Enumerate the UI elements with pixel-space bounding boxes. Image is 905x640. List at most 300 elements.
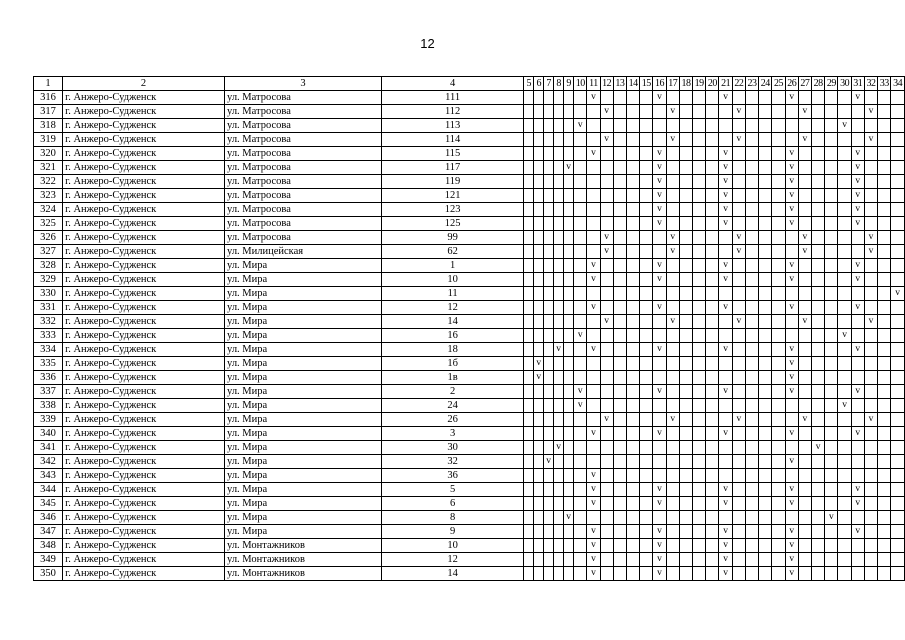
mark-cell — [719, 357, 732, 371]
mark-cell — [798, 189, 811, 203]
mark-cell — [679, 329, 692, 343]
mark-cell — [524, 301, 534, 315]
mark-cell — [825, 133, 838, 147]
mark-cell — [679, 371, 692, 385]
mark-cell — [544, 525, 554, 539]
mark-cell — [772, 287, 785, 301]
mark-cell — [534, 511, 544, 525]
row-number: 332 — [34, 315, 63, 329]
mark-cell — [613, 217, 626, 231]
mark-v: v — [719, 427, 732, 441]
mark-cell — [574, 273, 587, 287]
mark-cell — [706, 119, 719, 133]
mark-v: v — [851, 175, 864, 189]
mark-v: v — [544, 455, 554, 469]
mark-cell — [825, 553, 838, 567]
mark-cell — [554, 147, 564, 161]
mark-cell — [554, 385, 564, 399]
mark-cell — [587, 441, 600, 455]
mark-v: v — [653, 497, 666, 511]
mark-cell — [524, 399, 534, 413]
mark-cell — [693, 133, 706, 147]
mark-cell — [812, 119, 825, 133]
mark-cell — [600, 91, 613, 105]
mark-cell — [745, 175, 758, 189]
mark-cell — [878, 245, 891, 259]
street-cell: ул. Мира — [225, 371, 382, 385]
mark-cell — [706, 371, 719, 385]
mark-cell — [564, 329, 574, 343]
mark-cell — [772, 315, 785, 329]
mark-cell — [812, 217, 825, 231]
mark-cell — [534, 553, 544, 567]
mark-cell — [798, 399, 811, 413]
mark-cell — [524, 427, 534, 441]
mark-cell — [745, 469, 758, 483]
mark-cell — [838, 511, 851, 525]
mark-cell — [564, 119, 574, 133]
mark-cell — [851, 413, 864, 427]
mark-cell — [613, 231, 626, 245]
table-row — [34, 399, 905, 413]
mark-cell — [745, 315, 758, 329]
mark-cell — [600, 203, 613, 217]
mark-cell — [613, 91, 626, 105]
mark-cell — [891, 203, 905, 217]
mark-cell — [544, 427, 554, 441]
mark-cell — [812, 525, 825, 539]
house-cell: 1 — [382, 259, 524, 273]
street-cell: ул. Матросова — [225, 175, 382, 189]
mark-v: v — [600, 133, 613, 147]
mark-cell — [878, 217, 891, 231]
mark-cell — [666, 217, 679, 231]
mark-cell — [554, 399, 564, 413]
mark-cell — [544, 413, 554, 427]
mark-cell — [851, 441, 864, 455]
mark-v: v — [719, 147, 732, 161]
mark-cell — [534, 203, 544, 217]
city-cell: г. Анжеро-Судженск — [63, 427, 225, 441]
mark-cell — [534, 329, 544, 343]
mark-v: v — [785, 161, 798, 175]
mark-cell — [564, 371, 574, 385]
mark-cell — [732, 511, 745, 525]
house-cell: 14 — [382, 315, 524, 329]
house-cell: 12 — [382, 301, 524, 315]
house-cell: 11 — [382, 287, 524, 301]
house-cell: 10 — [382, 539, 524, 553]
mark-cell — [812, 329, 825, 343]
row-number: 340 — [34, 427, 63, 441]
mark-cell — [772, 301, 785, 315]
mark-cell — [679, 245, 692, 259]
mark-cell — [666, 483, 679, 497]
mark-cell — [851, 119, 864, 133]
table-row — [34, 133, 905, 147]
mark-cell — [706, 441, 719, 455]
column-header: 33 — [878, 77, 891, 91]
table-row — [34, 329, 905, 343]
row-number: 344 — [34, 483, 63, 497]
mark-cell — [626, 385, 639, 399]
mark-cell — [878, 469, 891, 483]
mark-cell — [574, 511, 587, 525]
mark-cell — [878, 539, 891, 553]
mark-cell — [864, 483, 877, 497]
row-number: 339 — [34, 413, 63, 427]
mark-cell — [534, 497, 544, 511]
mark-cell — [613, 133, 626, 147]
mark-v: v — [719, 203, 732, 217]
mark-v: v — [851, 203, 864, 217]
mark-cell — [544, 287, 554, 301]
mark-cell — [600, 301, 613, 315]
mark-cell — [693, 525, 706, 539]
house-cell: 114 — [382, 133, 524, 147]
street-cell: ул. Милицейская — [225, 245, 382, 259]
mark-v: v — [732, 231, 745, 245]
mark-cell — [574, 413, 587, 427]
table-row — [34, 483, 905, 497]
mark-cell — [640, 245, 653, 259]
mark-cell — [524, 413, 534, 427]
mark-cell — [679, 483, 692, 497]
mark-cell — [564, 259, 574, 273]
mark-cell — [564, 315, 574, 329]
mark-cell — [666, 567, 679, 581]
mark-cell — [864, 175, 877, 189]
mark-v: v — [587, 301, 600, 315]
mark-cell — [640, 483, 653, 497]
mark-cell — [679, 567, 692, 581]
mark-cell — [666, 511, 679, 525]
mark-cell — [679, 385, 692, 399]
house-cell: 119 — [382, 175, 524, 189]
mark-cell — [759, 455, 772, 469]
mark-cell — [759, 427, 772, 441]
mark-cell — [626, 483, 639, 497]
mark-cell — [825, 567, 838, 581]
table-row — [34, 497, 905, 511]
mark-v: v — [798, 133, 811, 147]
mark-cell — [706, 525, 719, 539]
house-cell: 5 — [382, 483, 524, 497]
mark-cell — [798, 91, 811, 105]
mark-cell — [798, 259, 811, 273]
table-row — [34, 343, 905, 357]
mark-cell — [878, 161, 891, 175]
mark-cell — [812, 539, 825, 553]
city-cell: г. Анжеро-Судженск — [63, 525, 225, 539]
mark-cell — [574, 105, 587, 119]
mark-cell — [891, 539, 905, 553]
mark-cell — [772, 427, 785, 441]
mark-cell — [544, 259, 554, 273]
mark-cell — [534, 525, 544, 539]
mark-cell — [534, 343, 544, 357]
city-cell: г. Анжеро-Судженск — [63, 399, 225, 413]
mark-cell — [706, 287, 719, 301]
mark-cell — [554, 133, 564, 147]
mark-cell — [613, 539, 626, 553]
mark-cell — [785, 245, 798, 259]
mark-cell — [706, 147, 719, 161]
table-row — [34, 567, 905, 581]
mark-cell — [838, 231, 851, 245]
mark-cell — [666, 399, 679, 413]
mark-cell — [891, 385, 905, 399]
mark-cell — [600, 119, 613, 133]
mark-cell — [564, 567, 574, 581]
mark-cell — [554, 161, 564, 175]
mark-cell — [554, 189, 564, 203]
row-number: 342 — [34, 455, 63, 469]
mark-cell — [574, 133, 587, 147]
mark-cell — [732, 539, 745, 553]
mark-cell — [679, 175, 692, 189]
mark-cell — [864, 161, 877, 175]
mark-cell — [693, 357, 706, 371]
mark-v: v — [785, 427, 798, 441]
mark-cell — [587, 119, 600, 133]
column-header: 28 — [812, 77, 825, 91]
house-cell: 62 — [382, 245, 524, 259]
mark-cell — [554, 203, 564, 217]
mark-v: v — [864, 133, 877, 147]
mark-cell — [878, 385, 891, 399]
mark-v: v — [732, 413, 745, 427]
mark-cell — [851, 231, 864, 245]
house-cell: 99 — [382, 231, 524, 245]
mark-cell — [564, 147, 574, 161]
column-header: 10 — [574, 77, 587, 91]
city-cell: г. Анжеро-Судженск — [63, 357, 225, 371]
mark-cell — [838, 483, 851, 497]
mark-cell — [864, 371, 877, 385]
mark-cell — [534, 315, 544, 329]
mark-cell — [679, 231, 692, 245]
mark-cell — [666, 469, 679, 483]
mark-cell — [679, 147, 692, 161]
mark-cell — [640, 441, 653, 455]
table-row — [34, 245, 905, 259]
mark-cell — [613, 455, 626, 469]
mark-v: v — [653, 343, 666, 357]
mark-cell — [600, 441, 613, 455]
mark-cell — [825, 301, 838, 315]
mark-cell — [825, 455, 838, 469]
mark-cell — [745, 427, 758, 441]
column-header: 8 — [554, 77, 564, 91]
mark-cell — [640, 371, 653, 385]
mark-v: v — [653, 539, 666, 553]
mark-cell — [666, 119, 679, 133]
mark-cell — [524, 189, 534, 203]
house-cell: 9 — [382, 525, 524, 539]
mark-cell — [693, 231, 706, 245]
mark-cell — [798, 483, 811, 497]
mark-cell — [600, 259, 613, 273]
mark-cell — [640, 231, 653, 245]
mark-cell — [554, 413, 564, 427]
mark-cell — [732, 455, 745, 469]
mark-cell — [759, 469, 772, 483]
mark-v: v — [719, 273, 732, 287]
mark-cell — [534, 147, 544, 161]
mark-cell — [640, 427, 653, 441]
mark-cell — [891, 553, 905, 567]
mark-cell — [679, 315, 692, 329]
mark-cell — [613, 119, 626, 133]
mark-cell — [574, 91, 587, 105]
mark-cell — [524, 455, 534, 469]
mark-cell — [732, 217, 745, 231]
mark-cell — [653, 469, 666, 483]
mark-cell — [825, 273, 838, 287]
house-cell: 36 — [382, 469, 524, 483]
mark-cell — [864, 357, 877, 371]
mark-cell — [785, 315, 798, 329]
mark-cell — [891, 315, 905, 329]
mark-cell — [878, 525, 891, 539]
mark-cell — [745, 357, 758, 371]
mark-cell — [693, 329, 706, 343]
mark-cell — [524, 161, 534, 175]
mark-cell — [706, 189, 719, 203]
mark-cell — [640, 567, 653, 581]
mark-cell — [693, 483, 706, 497]
mark-cell — [798, 161, 811, 175]
mark-cell — [706, 105, 719, 119]
mark-cell — [613, 259, 626, 273]
city-cell: г. Анжеро-Судженск — [63, 385, 225, 399]
mark-cell — [554, 231, 564, 245]
mark-cell — [613, 189, 626, 203]
mark-cell — [666, 385, 679, 399]
mark-cell — [812, 469, 825, 483]
mark-cell — [772, 357, 785, 371]
mark-cell — [745, 105, 758, 119]
mark-cell — [574, 539, 587, 553]
mark-cell — [732, 357, 745, 371]
mark-cell — [564, 455, 574, 469]
mark-v: v — [666, 315, 679, 329]
mark-cell — [798, 427, 811, 441]
mark-cell — [626, 259, 639, 273]
mark-cell — [524, 483, 534, 497]
mark-cell — [640, 469, 653, 483]
house-cell: 16 — [382, 329, 524, 343]
mark-cell — [851, 315, 864, 329]
mark-cell — [679, 511, 692, 525]
mark-cell — [524, 203, 534, 217]
mark-v: v — [864, 231, 877, 245]
mark-v: v — [653, 301, 666, 315]
mark-cell — [574, 483, 587, 497]
mark-cell — [574, 469, 587, 483]
mark-cell — [693, 287, 706, 301]
mark-v: v — [653, 147, 666, 161]
mark-cell — [679, 203, 692, 217]
mark-cell — [640, 161, 653, 175]
mark-cell — [693, 273, 706, 287]
mark-v: v — [653, 567, 666, 581]
mark-cell — [693, 427, 706, 441]
table-row — [34, 455, 905, 469]
mark-cell — [587, 231, 600, 245]
table-row — [34, 469, 905, 483]
mark-cell — [812, 511, 825, 525]
mark-cell — [544, 133, 554, 147]
mark-cell — [666, 273, 679, 287]
mark-cell — [851, 357, 864, 371]
mark-v: v — [785, 175, 798, 189]
mark-cell — [891, 189, 905, 203]
mark-cell — [679, 427, 692, 441]
house-cell: 1в — [382, 371, 524, 385]
city-cell: г. Анжеро-Судженск — [63, 161, 225, 175]
row-number: 341 — [34, 441, 63, 455]
city-cell: г. Анжеро-Судженск — [63, 329, 225, 343]
mark-cell — [544, 245, 554, 259]
mark-v: v — [653, 189, 666, 203]
mark-cell — [878, 371, 891, 385]
mark-cell — [564, 399, 574, 413]
mark-cell — [587, 385, 600, 399]
mark-cell — [745, 189, 758, 203]
mark-cell — [759, 259, 772, 273]
mark-cell — [574, 427, 587, 441]
mark-cell — [745, 133, 758, 147]
column-header: 19 — [693, 77, 706, 91]
mark-cell — [666, 203, 679, 217]
mark-cell — [554, 245, 564, 259]
mark-v: v — [785, 525, 798, 539]
mark-cell — [825, 525, 838, 539]
mark-v: v — [600, 245, 613, 259]
street-cell: ул. Мира — [225, 511, 382, 525]
mark-cell — [613, 427, 626, 441]
mark-cell — [759, 483, 772, 497]
mark-cell — [772, 259, 785, 273]
mark-cell — [600, 287, 613, 301]
mark-v: v — [798, 231, 811, 245]
mark-cell — [564, 539, 574, 553]
mark-cell — [878, 427, 891, 441]
row-number: 319 — [34, 133, 63, 147]
mark-cell — [745, 231, 758, 245]
city-cell: г. Анжеро-Судженск — [63, 273, 225, 287]
mark-v: v — [587, 483, 600, 497]
mark-cell — [878, 329, 891, 343]
mark-cell — [798, 217, 811, 231]
mark-cell — [564, 133, 574, 147]
mark-v: v — [587, 525, 600, 539]
mark-cell — [706, 133, 719, 147]
mark-cell — [613, 203, 626, 217]
mark-cell — [600, 539, 613, 553]
mark-cell — [534, 399, 544, 413]
mark-cell — [759, 399, 772, 413]
mark-cell — [626, 161, 639, 175]
mark-cell — [785, 105, 798, 119]
mark-cell — [626, 175, 639, 189]
mark-cell — [640, 287, 653, 301]
row-number: 318 — [34, 119, 63, 133]
mark-cell — [772, 105, 785, 119]
street-cell: ул. Мира — [225, 441, 382, 455]
